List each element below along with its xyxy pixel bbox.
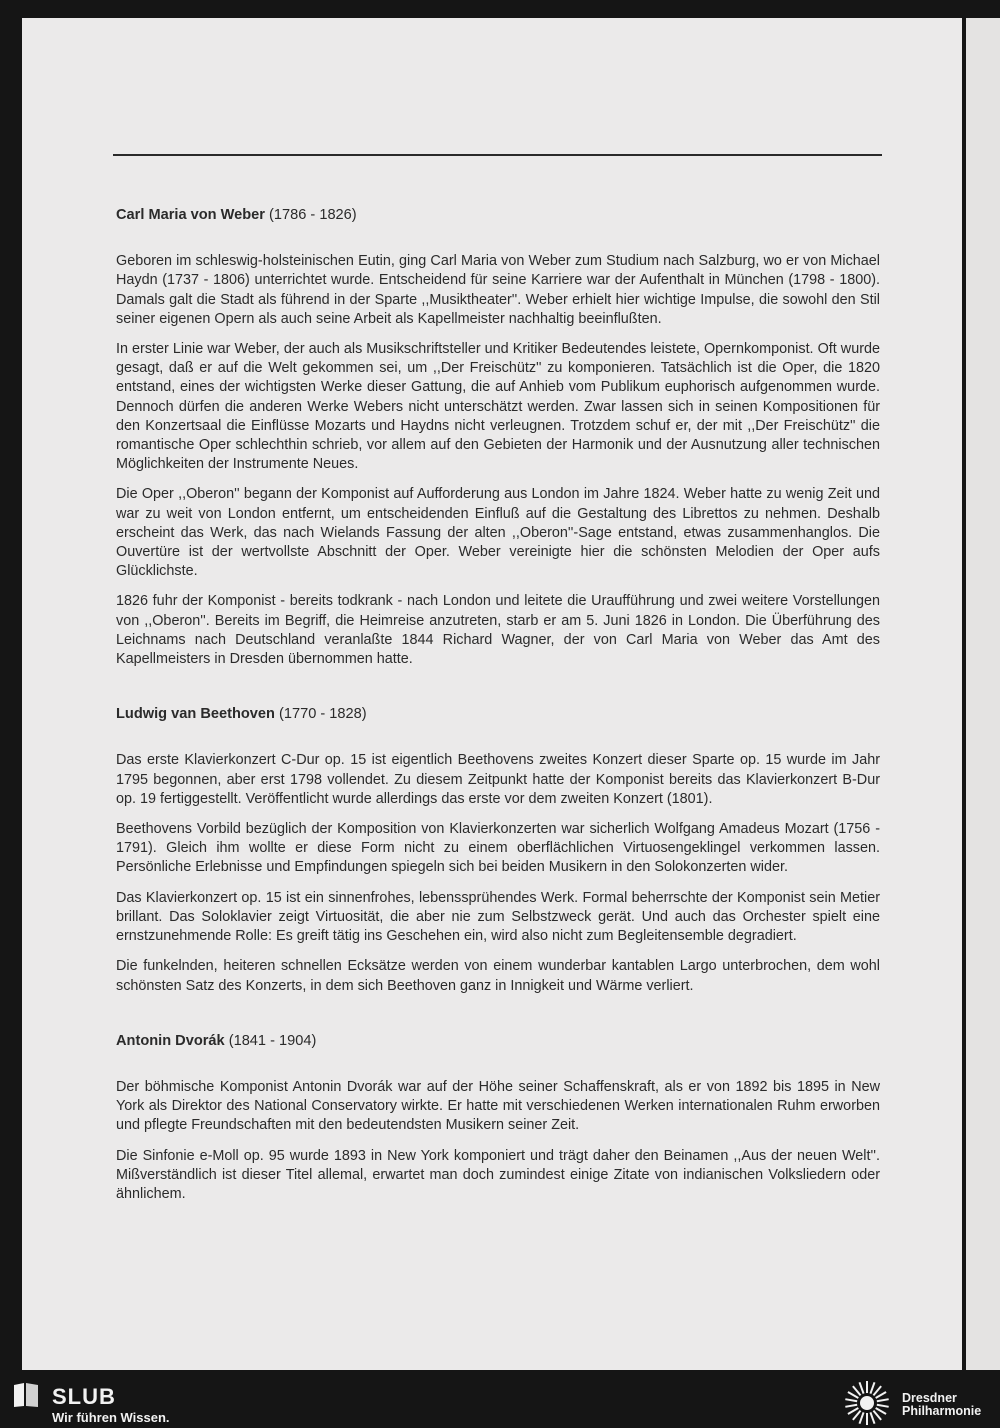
header-rule <box>113 154 882 156</box>
partner-name-line1: Dresdner <box>902 1391 957 1405</box>
section-heading <box>116 1032 880 1051</box>
paragraph: 1826 fuhr der Komponist - bereits todkrank - nach London und leitete die Uraufführung und zwei weitere Vorstellungen von ,,Oberon''. Bereits im Begriff, die Heimreise anzutreten, starb er am 5. Juni 1826 in London. Die Überführung des Leichnams nach Deutschland veranlaßte 1844 Richard Wagner, der von Carl Maria von Weber das Amt des Kapellmeisters in Dresden übernommen hatte. <box>116 593 880 668</box>
section-heading <box>116 206 880 225</box>
composer-name: Ludwig van Beethoven <box>116 706 275 723</box>
paragraph: In erster Linie war Weber, der auch als Musikschriftsteller und Kritiker Bedeutendes leistete, Opernkomponist. Oft wurde gesagt, daß er auf die Welt gekommen sei, um ,,Der Freischütz'' zu komponieren. Tatsächlich ist die Oper, die 1820 entstand, eines der wichtigsten Werke dieser Gattung, die auf Anhieb vom Publikum euphorisch aufgenommen wurde. Dennoch dürfen die anderen Werke Webers nicht unterschätzt werden. Zwar lassen sich in seinen Kompositionen für den Konzertsaal die Einflüsse Mozarts und Haydns nicht verleugnen. Trotzdem schuf er, der mit ,,Der Freischütz'' die romantische Oper schlechthin schrieb, vor allem auf den Gebieten der Harmonik und der Ausnutzung aller technischen Möglichkeiten der Instrumente Neues. <box>116 341 880 473</box>
slub-book-icon <box>12 1382 40 1408</box>
paragraph: Die funkelnden, heiteren schnellen Ecksätze werden von einem wunderbar kantablen Largo unterbrochen, dem wohl schönsten Satz des Konzerts, in dem sich Beethoven ganz in Innigkeit und Wärme verliert. <box>116 958 880 994</box>
section-weber <box>116 206 880 669</box>
dresdner-philharmonie-logo-icon[interactable] <box>842 1378 892 1428</box>
paragraph: Der böhmische Komponist Antonin Dvorák war auf der Höhe seiner Schaffenskraft, als er von 1892 bis 1895 in New York als Direktor des National Conservatory wirkte. Er hatte mit verschiedenen Werken internationalen Ruhm erworben und pflegte Freundschaften mit den bedeutendsten Musikern seiner Zeit. <box>116 1078 880 1134</box>
slub-claim: Wir führen Wissen. <box>52 1410 170 1425</box>
partner-name-line2: Philharmonie <box>902 1404 982 1418</box>
composer-name: Antonin Dvorák <box>116 1032 225 1049</box>
partner-name <box>902 1392 981 1418</box>
section-dvorak <box>116 1032 880 1204</box>
paragraph: Die Oper ,,Oberon'' begann der Komponist auf Aufforderung aus London im Jahre 1824. Weber hatte zu wenig Zeit und war zu weit von London entfernt, um entscheidenden Einfluß auf die Gestaltung des Librettos zu nehmen. Deshalb erscheint das Werk, das nach Wielands Fassung der alten ,,Oberon''-Sage entstand, etwas zusammenhanglos. Die Ouvertüre ist der wertvollste Abschnitt der Oper. Weber vereinigte hier die schönsten Melodien der Oper aufs Glücklichste. <box>116 486 880 580</box>
section-beethoven <box>116 705 880 995</box>
footer-bar <box>0 1370 1000 1428</box>
composer-years: (1786 - 1826) <box>269 207 357 223</box>
composer-years: (1841 - 1904) <box>228 1032 317 1049</box>
section-heading <box>116 705 880 724</box>
composer-years: (1770 - 1828) <box>279 706 367 723</box>
paragraph: Beethovens Vorbild bezüglich der Komposition von Klavierkonzerten war sicherlich Wolfgang Amadeus Mozart (1756 - 1791). Gleich ihm wollte er diese Form nicht zu einem oberflächlichen Virtuosengeklingel verkommen lassen. Persönliche Erlebnisse und Empfindungen spiegeln sich bei beiden Musikern in den Solokonzerten wider. <box>116 821 880 876</box>
paragraph: Die Sinfonie e-Moll op. 95 wurde 1893 in New York komponiert und trägt daher den Beinamen ,,Aus der neuen Welt''. Mißverständlich ist dieser Titel allemal, erwartet man doch zumindest einige Zitate von indianischen Volksliedern oder ähnlichem. <box>116 1147 880 1202</box>
paragraph: Das Klavierkonzert op. 15 ist ein sinnenfrohes, lebenssprühendes Werk. Formal beherrschte der Komponist sein Metier brillant. Das Soloklavier zeigt Virtuosität, die aber nie zum Selbstzweck gerät. Und auch das Orchester spielt eine ernstzunehmende Rolle: Es greift tätig ins Geschehen ein, wird also nicht zum Begleitensemble degradiert. <box>116 889 880 945</box>
page-content <box>116 206 880 1240</box>
slub-logo-text[interactable]: SLUB <box>52 1384 116 1409</box>
next-page-edge <box>966 18 1000 1370</box>
paragraph: Geboren im schleswig-holsteinischen Eutin, ging Carl Maria von Weber zum Studium nach Salzburg, wo er von Michael Haydn (1737 - 1806) unterrichtet wurde. Entscheidend für seine Karriere war der Aufenthalt in München (1798 - 1800). Damals galt die Stadt als führend in der Sparte ,,Musiktheater''. Weber erhielt hier wichtige Impulse, die sowohl den Stil seiner eigenen Opern als auch seine Arbeit als Kapellmeister nachhaltig beeinflußten. <box>116 253 880 327</box>
composer-name: Carl Maria von Weber <box>116 207 265 223</box>
paragraph: Das erste Klavierkonzert C-Dur op. 15 ist eigentlich Beethovens zweites Konzert dieser Sparte op. 15 wurde im Jahr 1795 begonnen, aber erst 1798 vollendet. Zu diesem Zeitpunkt hatte der Komponist bereits das Klavierkonzert B-Dur op. 19 fertiggestellt. Veröffentlicht wurde allerdings das erste vor dem zweiten Konzert (1801). <box>116 752 880 807</box>
